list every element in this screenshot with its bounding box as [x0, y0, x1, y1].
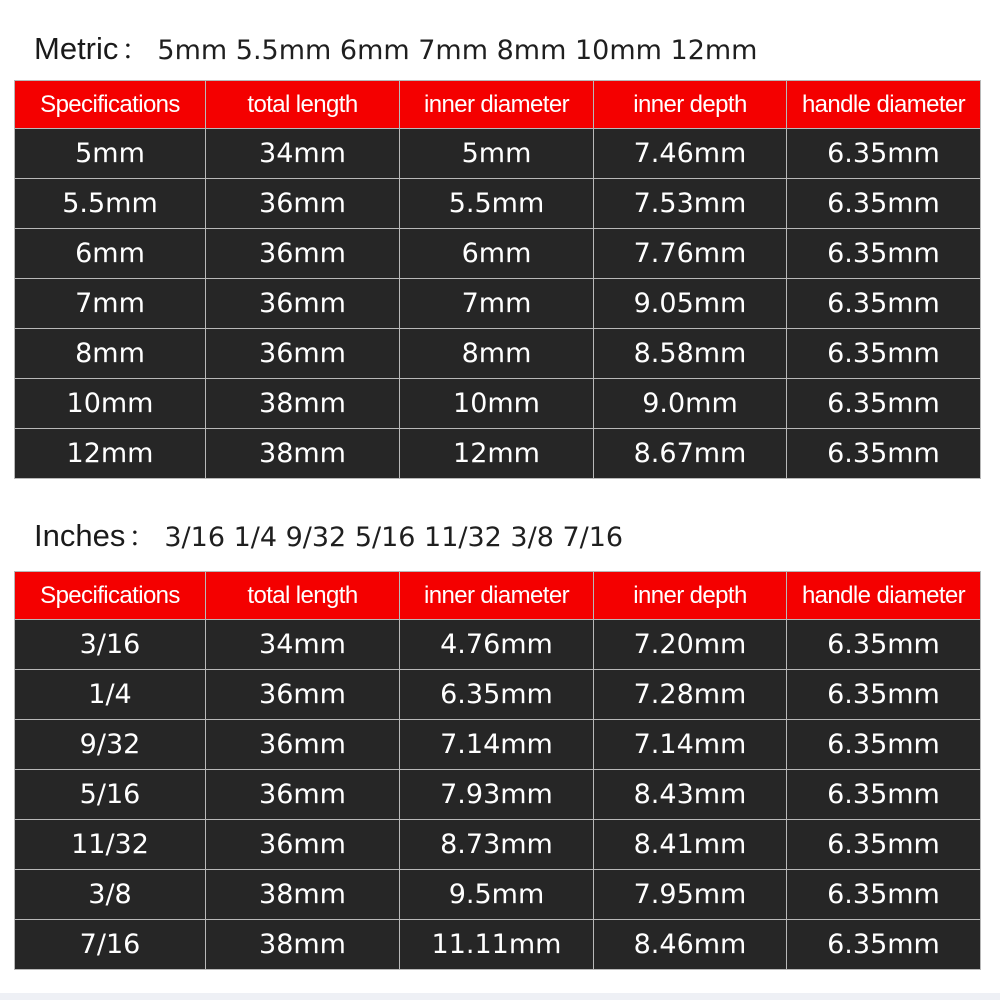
- cell-handle-diameter: 6.35mm: [787, 279, 981, 329]
- table-row: [15, 670, 981, 720]
- table-row: [15, 329, 981, 379]
- cell-inner-depth: 7.53mm: [594, 179, 787, 229]
- col-header-inner-diameter: inner diameter: [400, 572, 594, 620]
- cell-inner-depth: 7.28mm: [594, 670, 787, 720]
- cell-total-length: 38mm: [206, 379, 400, 429]
- bottom-divider: [0, 993, 1000, 1000]
- cell-total-length: 36mm: [206, 279, 400, 329]
- col-header-total-length: total length: [206, 81, 400, 129]
- cell-spec: 9/32: [15, 720, 206, 770]
- table-row: [15, 870, 981, 920]
- cell-spec: 12mm: [15, 429, 206, 479]
- cell-handle-diameter: 6.35mm: [787, 770, 981, 820]
- metric-spec-table: [14, 80, 981, 479]
- cell-spec: 1/4: [15, 670, 206, 720]
- metric-label: Metric: [34, 31, 119, 66]
- cell-inner-diameter: 6mm: [400, 229, 594, 279]
- cell-inner-diameter: 11.11mm: [400, 920, 594, 970]
- metric-colon: ：: [121, 34, 150, 65]
- table-row: [15, 129, 981, 179]
- cell-total-length: 36mm: [206, 720, 400, 770]
- table-row: [15, 920, 981, 970]
- cell-inner-diameter: 7.93mm: [400, 770, 594, 820]
- col-header-inner-depth: inner depth: [594, 572, 787, 620]
- table-row: [15, 429, 981, 479]
- cell-inner-depth: 7.46mm: [594, 129, 787, 179]
- cell-handle-diameter: 6.35mm: [787, 379, 981, 429]
- table-row: [15, 279, 981, 329]
- cell-handle-diameter: 6.35mm: [787, 670, 981, 720]
- cell-inner-depth: 8.41mm: [594, 820, 787, 870]
- cell-total-length: 36mm: [206, 229, 400, 279]
- cell-spec: 10mm: [15, 379, 206, 429]
- cell-total-length: 34mm: [206, 620, 400, 670]
- cell-inner-diameter: 9.5mm: [400, 870, 594, 920]
- cell-total-length: 38mm: [206, 870, 400, 920]
- col-header-specifications: Specifications: [15, 572, 206, 620]
- cell-total-length: 36mm: [206, 770, 400, 820]
- inches-heading: [34, 515, 623, 555]
- cell-handle-diameter: 6.35mm: [787, 870, 981, 920]
- cell-inner-depth: 8.46mm: [594, 920, 787, 970]
- cell-inner-diameter: 8.73mm: [400, 820, 594, 870]
- cell-total-length: 36mm: [206, 329, 400, 379]
- cell-handle-diameter: 6.35mm: [787, 129, 981, 179]
- cell-inner-depth: 9.05mm: [594, 279, 787, 329]
- inches-label: Inches: [34, 518, 126, 553]
- cell-spec: 11/32: [15, 820, 206, 870]
- table-row: [15, 179, 981, 229]
- metric-heading: [34, 28, 757, 68]
- col-header-inner-diameter: inner diameter: [400, 81, 594, 129]
- cell-handle-diameter: 6.35mm: [787, 620, 981, 670]
- cell-spec: 6mm: [15, 229, 206, 279]
- cell-handle-diameter: 6.35mm: [787, 820, 981, 870]
- col-header-handle-diameter: handle diameter: [787, 572, 981, 620]
- cell-total-length: 36mm: [206, 820, 400, 870]
- cell-inner-diameter: 7.14mm: [400, 720, 594, 770]
- table-row: [15, 620, 981, 670]
- cell-spec: 8mm: [15, 329, 206, 379]
- cell-total-length: 36mm: [206, 670, 400, 720]
- inches-spec-table: [14, 571, 981, 970]
- inches-colon: ：: [128, 521, 157, 552]
- table-row: [15, 379, 981, 429]
- col-header-handle-diameter: handle diameter: [787, 81, 981, 129]
- cell-total-length: 38mm: [206, 920, 400, 970]
- inches-size-list: 3/16 1/4 9/32 5/16 11/32 3/8 7/16: [164, 522, 624, 553]
- cell-inner-diameter: 12mm: [400, 429, 594, 479]
- cell-spec: 5.5mm: [15, 179, 206, 229]
- cell-inner-depth: 7.76mm: [594, 229, 787, 279]
- cell-inner-depth: 8.58mm: [594, 329, 787, 379]
- cell-inner-diameter: 5.5mm: [400, 179, 594, 229]
- cell-inner-depth: 9.0mm: [594, 379, 787, 429]
- cell-handle-diameter: 6.35mm: [787, 920, 981, 970]
- cell-handle-diameter: 6.35mm: [787, 229, 981, 279]
- cell-inner-diameter: 8mm: [400, 329, 594, 379]
- metric-header-row: [15, 81, 981, 129]
- table-row: [15, 720, 981, 770]
- cell-handle-diameter: 6.35mm: [787, 720, 981, 770]
- cell-inner-depth: 8.43mm: [594, 770, 787, 820]
- table-row: [15, 229, 981, 279]
- cell-spec: 3/8: [15, 870, 206, 920]
- cell-total-length: 36mm: [206, 179, 400, 229]
- col-header-specifications: Specifications: [15, 81, 206, 129]
- cell-handle-diameter: 6.35mm: [787, 429, 981, 479]
- cell-inner-diameter: 4.76mm: [400, 620, 594, 670]
- metric-size-list: 5mm 5.5mm 6mm 7mm 8mm 10mm 12mm: [157, 35, 758, 66]
- table-row: [15, 770, 981, 820]
- cell-inner-depth: 7.14mm: [594, 720, 787, 770]
- cell-inner-diameter: 7mm: [400, 279, 594, 329]
- cell-spec: 5mm: [15, 129, 206, 179]
- cell-total-length: 38mm: [206, 429, 400, 479]
- cell-inner-depth: 7.20mm: [594, 620, 787, 670]
- col-header-total-length: total length: [206, 572, 400, 620]
- inches-header-row: [15, 572, 981, 620]
- cell-spec: 5/16: [15, 770, 206, 820]
- cell-inner-diameter: 5mm: [400, 129, 594, 179]
- col-header-inner-depth: inner depth: [594, 81, 787, 129]
- cell-inner-diameter: 6.35mm: [400, 670, 594, 720]
- cell-spec: 7mm: [15, 279, 206, 329]
- cell-handle-diameter: 6.35mm: [787, 179, 981, 229]
- cell-inner-depth: 7.95mm: [594, 870, 787, 920]
- cell-inner-depth: 8.67mm: [594, 429, 787, 479]
- cell-total-length: 34mm: [206, 129, 400, 179]
- cell-handle-diameter: 6.35mm: [787, 329, 981, 379]
- table-row: [15, 820, 981, 870]
- cell-spec: 3/16: [15, 620, 206, 670]
- cell-inner-diameter: 10mm: [400, 379, 594, 429]
- cell-spec: 7/16: [15, 920, 206, 970]
